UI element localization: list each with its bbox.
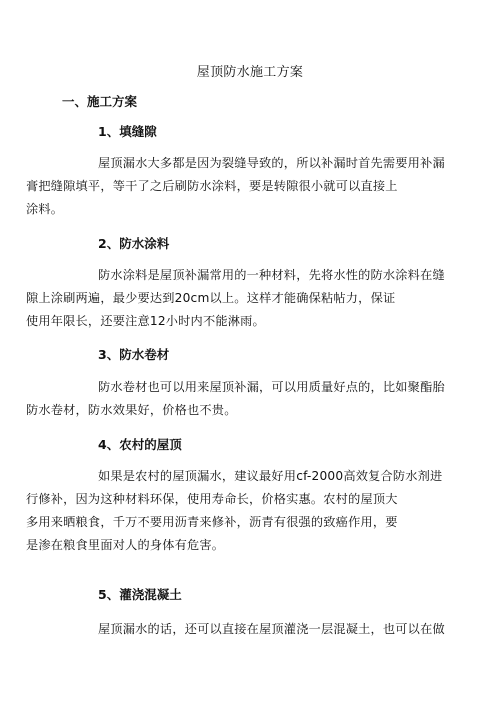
item-paragraph-waterproof-membrane [26,376,445,422]
paragraph-line: 如果是农村的屋顶漏水，建议最好用cf-2000高效复合防水剂进 [98,469,443,483]
item-paragraph-waterproof-coating [26,264,445,333]
item-heading-pour-concrete: 5、灌浇混凝土 [98,587,182,602]
paragraph-line: 屋顶漏水大多都是因为裂缝导致的，所以补漏时首先需要用补漏 [98,156,445,170]
paragraph-line: 防水卷材，防水效果好，价格也不贵。 [26,403,237,417]
paragraph-line: 膏把缝隙填平，等干了之后刷防水涂料，要是转隙很小就可以直接上 [26,179,398,193]
item-heading-waterproof-coating: 2、防水涂料 [98,236,170,251]
paragraph-line: 防水涂料是屋顶补漏常用的一种材料，先将水性的防水涂料在缝 [98,268,445,282]
paragraph-line: 使用年限长，还要注意12小时内不能淋雨。 [26,314,265,328]
paragraph-line: 多用来晒粮食，千万不要用沥青来修补，沥青有很强的致癌作用，要 [26,515,398,529]
item-heading-waterproof-membrane: 3、防水卷材 [98,347,170,362]
paragraph-line: 屋顶漏水的话，还可以直接在屋顶灌浇一层混凝土，也可以在做 [98,622,445,636]
paragraph-line: 是渗在粮食里面对人的身体有危害。 [26,538,225,552]
paragraph-line: 行修补，因为这种材料环保，使用寿命长，价格实惠。农村的屋顶大 [26,492,398,506]
document-title: 屋顶防水施工方案 [196,65,304,80]
item-heading-fill-gaps: 1、填缝隙 [98,124,157,139]
item-heading-rural-roof: 4、农村的屋顶 [98,437,182,452]
paragraph-line: 隙上涂刷两遍，最少要达到20cm以上。这样才能确保粘帖力，保证 [26,291,396,305]
section-heading-construction-plan: 一、施工方案 [62,94,138,109]
item-paragraph-pour-concrete [62,618,445,641]
paragraph-line: 涂料。 [26,202,64,216]
item-paragraph-fill-gaps [26,152,445,221]
paragraph-line: 防水卷材也可以用来屋顶补漏，可以用质量好点的，比如聚酯胎 [98,380,445,394]
item-paragraph-rural-roof [26,465,443,557]
